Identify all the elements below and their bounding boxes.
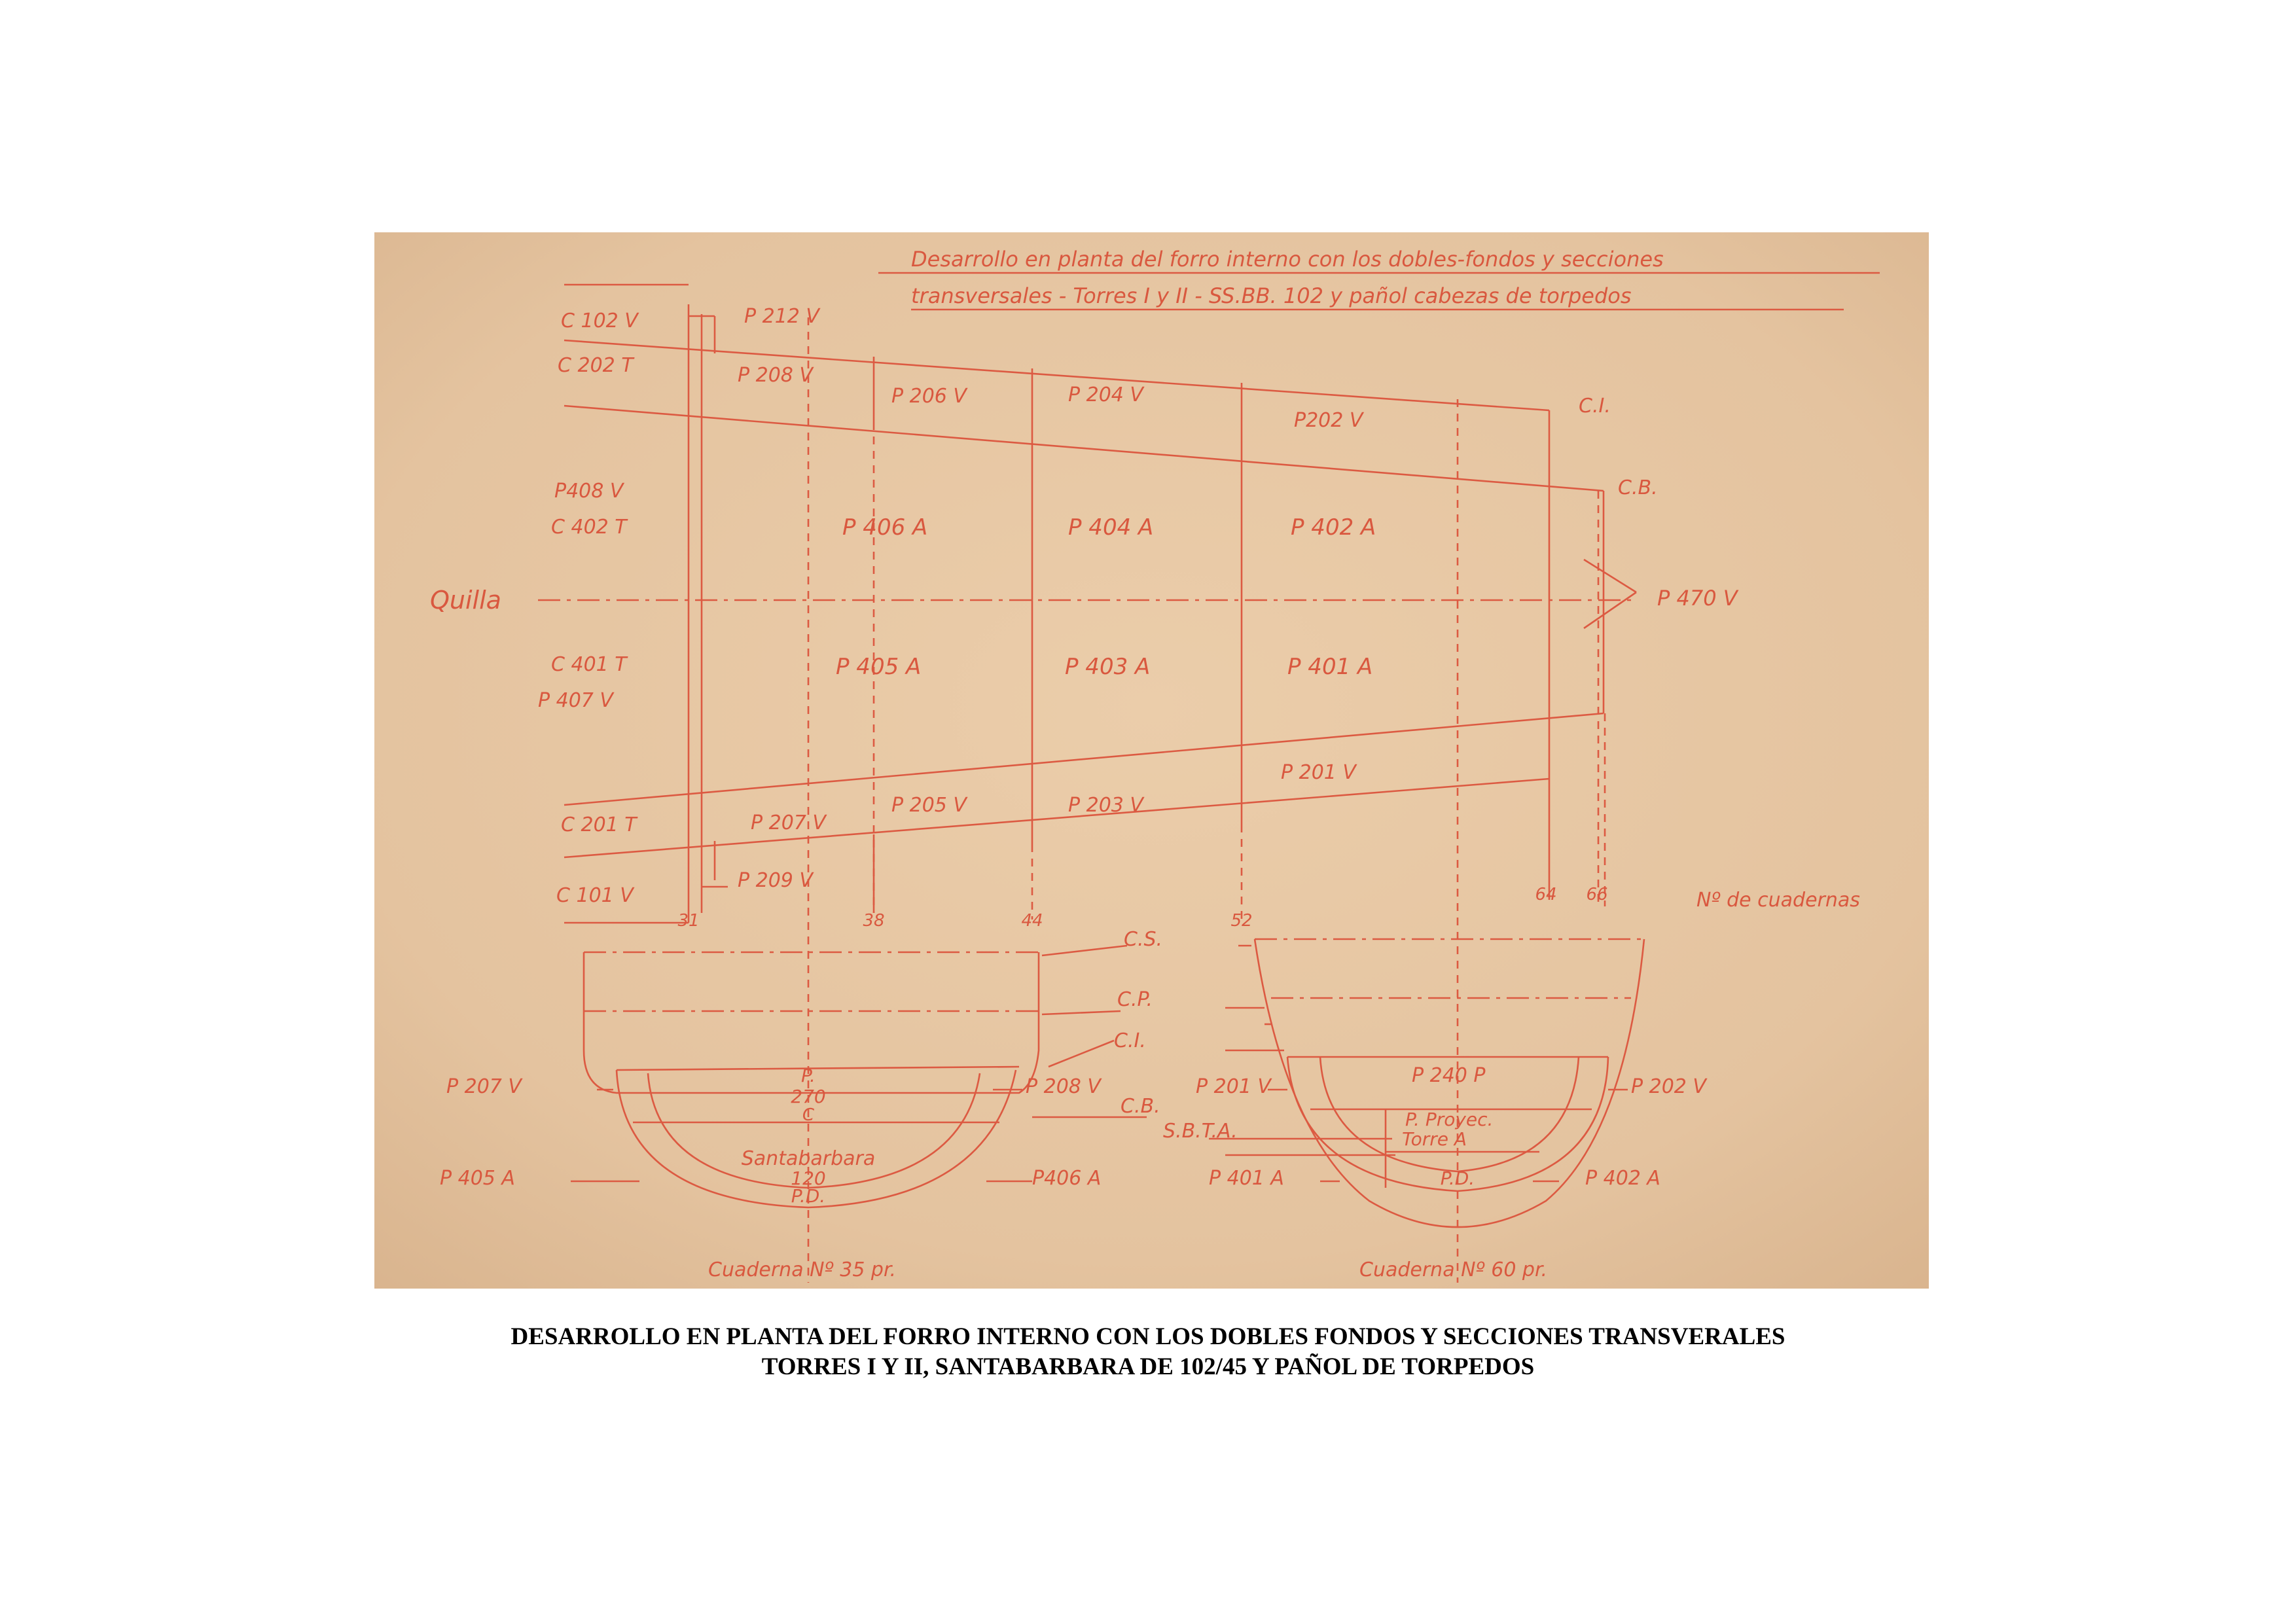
label-c401t: C 401 T <box>551 653 627 676</box>
caption-line-1: DESARROLLO EN PLANTA DEL FORRO INTERNO CON LOS DOBLES FONDOS Y SECCIONES TRANSVERALES <box>511 1323 1785 1350</box>
section-label-sbta: S.B.T.A. <box>1163 1120 1238 1143</box>
figure-caption <box>0 1322 2296 1382</box>
section-left-p208v: P 208 V <box>1026 1075 1101 1098</box>
section-c: C <box>802 1105 815 1125</box>
drawing-title-line2: transversales - Torres I y II - SS.BB. 102 y pañol cabezas de torpedos <box>911 283 1632 308</box>
label-c202t: C 202 T <box>558 354 634 377</box>
frame-number: 31 <box>677 911 700 931</box>
label-c102v: C 102 V <box>561 310 638 332</box>
label-c101v: C 101 V <box>556 884 634 907</box>
section-right-p201v: P 201 V <box>1196 1075 1271 1098</box>
plate-p207v: P 207 V <box>751 812 826 834</box>
plate-p405a: P 405 A <box>836 654 922 680</box>
section-right-p401a: P 401 A <box>1209 1167 1284 1190</box>
section-label-ci: C.I. <box>1114 1029 1146 1052</box>
label-cb: C.B. <box>1618 476 1658 499</box>
section-right-p202v: P 202 V <box>1631 1075 1706 1098</box>
hull-plating-drawing <box>374 232 1929 1289</box>
plate-p204v: P 204 V <box>1068 383 1143 406</box>
plate-p403a: P 403 A <box>1065 654 1151 680</box>
plate-p470v: P 470 V <box>1657 586 1738 611</box>
plate-p401a: P 401 A <box>1287 654 1373 680</box>
label-ci: C.I. <box>1579 395 1611 418</box>
frame-number: 44 <box>1021 911 1043 931</box>
plate-p208v: P 208 V <box>738 364 813 387</box>
section-label-cb: C.B. <box>1121 1095 1160 1118</box>
label-quilla: Quilla <box>430 586 501 615</box>
drawing-title-line1: Desarrollo en planta del forro interno con los dobles-fondos y secciones <box>911 247 1664 272</box>
caption-line-2: TORRES I Y II, SANTABARBARA DE 102/45 Y PAÑOL DE TORPEDOS <box>761 1353 1535 1380</box>
plate-p201v: P 201 V <box>1281 761 1356 784</box>
plate-p402a: P 402 A <box>1291 514 1376 541</box>
label-c402t: C 402 T <box>551 516 627 539</box>
plate-p206v: P 206 V <box>891 385 967 408</box>
frame-number: 64 <box>1535 885 1557 904</box>
section-label-cs: C.S. <box>1124 928 1163 951</box>
plate-p212v: P 212 V <box>744 305 819 328</box>
section-torrea: Torre A <box>1402 1128 1467 1150</box>
plate-p203v: P 203 V <box>1068 794 1143 817</box>
plate-p202v: P202 V <box>1294 409 1363 432</box>
section-left-p406a: P406 A <box>1032 1167 1102 1190</box>
section-270: 270 <box>791 1086 826 1107</box>
label-c201t: C 201 T <box>561 813 637 836</box>
section-left-p207v: P 207 V <box>446 1075 522 1098</box>
section-120: 120 <box>791 1168 826 1189</box>
section-p: P. <box>801 1065 816 1086</box>
section-cuaderna60: Cuaderna Nº 60 pr. <box>1359 1258 1548 1281</box>
blueprint-sheet <box>374 232 1929 1289</box>
frame-number: 38 <box>863 911 885 931</box>
section-cuaderna35: Cuaderna Nº 35 pr. <box>708 1258 897 1281</box>
section-right-p402a: P 402 A <box>1585 1167 1660 1190</box>
section-left-p405a: P 405 A <box>440 1167 515 1190</box>
plate-p209v: P 209 V <box>738 869 813 892</box>
label-p407v: P 407 V <box>538 689 613 712</box>
frame-number: 66 <box>1586 885 1608 904</box>
frame-number: 52 <box>1230 911 1253 931</box>
frames-caption: Nº de cuadernas <box>1696 889 1860 912</box>
plate-p205v: P 205 V <box>891 794 967 817</box>
paper-background <box>374 232 1929 1289</box>
section-label-cp: C.P. <box>1117 988 1153 1011</box>
section-p240p: P 240 P <box>1412 1064 1486 1087</box>
section-right-pd: P.D. <box>1440 1168 1475 1189</box>
section-pd: P.D. <box>791 1185 826 1207</box>
plate-p404a: P 404 A <box>1068 514 1154 541</box>
label-p408v: P408 V <box>554 480 624 503</box>
section-santabarbara: Santabarbara <box>741 1147 876 1170</box>
plate-p406a: P 406 A <box>842 514 928 541</box>
section-pproyec: P. Proyec. <box>1405 1109 1494 1130</box>
